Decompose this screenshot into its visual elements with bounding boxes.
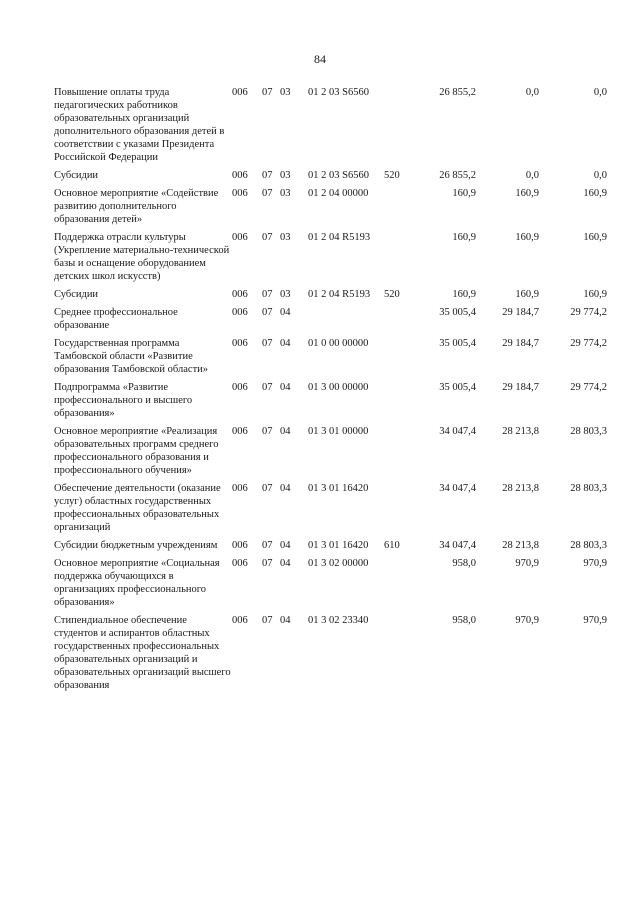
amount-year-2: 29 184,7 <box>502 382 539 393</box>
table-row <box>54 482 607 539</box>
amount-year-2: 970,9 <box>515 615 539 626</box>
department-code: 006 <box>232 382 248 393</box>
department-code: 006 <box>232 87 248 98</box>
amount-year-2: 28 213,8 <box>502 426 539 437</box>
amount-year-3: 0,0 <box>593 170 607 181</box>
department-code: 006 <box>232 188 248 199</box>
expense-type-code <box>384 187 406 231</box>
amount-year-2: 970,9 <box>515 558 539 569</box>
row-name: Субсидии <box>54 289 99 300</box>
section-code: 07 <box>262 558 273 569</box>
department-code: 006 <box>232 558 248 569</box>
department-code: 006 <box>232 289 248 300</box>
amount-year-2: 160,9 <box>515 232 539 243</box>
amount-year-2: 160,9 <box>515 289 539 300</box>
amount-year-3: 29 774,2 <box>570 338 607 349</box>
amount-year-1: 35 005,4 <box>439 338 476 349</box>
subsection-code: 03 <box>280 232 291 243</box>
expense-type-code <box>384 614 406 697</box>
page-number: 84 <box>314 52 326 66</box>
department-code: 006 <box>232 307 248 318</box>
amount-year-1: 35 005,4 <box>439 382 476 393</box>
row-name: Субсидии бюджетным учреждениям <box>54 540 218 551</box>
row-name: Обеспечение деятельности (оказание услуг) областных государственных профессиональных образовательных организаций <box>54 483 221 533</box>
amount-year-3: 160,9 <box>583 289 607 300</box>
table-row <box>54 337 607 381</box>
section-code: 07 <box>262 338 273 349</box>
table-row <box>54 86 607 169</box>
target-article-code <box>308 306 384 337</box>
row-name: Поддержка отрасли культуры (Укрепление материально-технической базы и оснащение оборудованием детских школ искусств) <box>54 232 230 282</box>
amount-year-3: 28 803,3 <box>570 426 607 437</box>
target-article-code: 01 3 02 00000 <box>308 558 369 569</box>
expense-type-code <box>384 231 406 288</box>
department-code: 006 <box>232 232 248 243</box>
amount-year-2: 29 184,7 <box>502 307 539 318</box>
table-row <box>54 187 607 231</box>
subsection-code: 04 <box>280 540 291 551</box>
section-code: 07 <box>262 188 273 199</box>
section-code: 07 <box>262 540 273 551</box>
subsection-code: 04 <box>280 426 291 437</box>
expense-type-code <box>384 306 406 337</box>
subsection-code: 04 <box>280 615 291 626</box>
row-name: Стипендиальное обеспечение студентов и аспирантов областных государственных профессиональных образовательных организаций и образовательных организаций высшего образования <box>54 615 231 691</box>
amount-year-1: 958,0 <box>452 615 476 626</box>
row-name: Государственная программа Тамбовской области «Развитие образования Тамбовской области» <box>54 338 209 375</box>
row-name: Основное мероприятие «Социальная поддержка обучающихся в организациях профессионального образования» <box>54 558 220 608</box>
amount-year-2: 0,0 <box>525 87 539 98</box>
amount-year-3: 970,9 <box>583 615 607 626</box>
table-row <box>54 381 607 425</box>
department-code: 006 <box>232 426 248 437</box>
amount-year-1: 160,9 <box>452 188 476 199</box>
amount-year-3: 0,0 <box>593 87 607 98</box>
amount-year-1: 34 047,4 <box>439 540 476 551</box>
subsection-code: 03 <box>280 87 291 98</box>
expense-type-code: 520 <box>384 289 400 300</box>
expense-type-code: 610 <box>384 540 400 551</box>
amount-year-1: 34 047,4 <box>439 483 476 494</box>
amount-year-1: 26 855,2 <box>439 170 476 181</box>
row-name: Среднее профессиональное образование <box>54 307 178 331</box>
section-code: 07 <box>262 170 273 181</box>
amount-year-3: 29 774,2 <box>570 307 607 318</box>
row-name: Основное мероприятие «Содействие развитию дополнительного образования детей» <box>54 188 219 225</box>
row-name: Основное мероприятие «Реализация образовательных программ среднего профессионального образования и профессионального обучения» <box>54 426 219 476</box>
amount-year-3: 28 803,3 <box>570 540 607 551</box>
table-row <box>54 557 607 614</box>
target-article-code: 01 3 02 23340 <box>308 615 369 626</box>
target-article-code: 01 2 04 R5193 <box>308 232 371 243</box>
table-row <box>54 614 607 697</box>
amount-year-1: 958,0 <box>452 558 476 569</box>
section-code: 07 <box>262 382 273 393</box>
amount-year-1: 26 855,2 <box>439 87 476 98</box>
subsection-code: 04 <box>280 483 291 494</box>
row-name: Подпрограмма «Развитие профессионального и высшего образования» <box>54 382 193 419</box>
section-code: 07 <box>262 426 273 437</box>
subsection-code: 04 <box>280 338 291 349</box>
amount-year-1: 160,9 <box>452 232 476 243</box>
section-code: 07 <box>262 483 273 494</box>
target-article-code: 01 2 03 S6560 <box>308 87 369 98</box>
subsection-code: 03 <box>280 188 291 199</box>
amount-year-1: 35 005,4 <box>439 307 476 318</box>
target-article-code: 01 2 04 00000 <box>308 188 369 199</box>
amount-year-2: 28 213,8 <box>502 540 539 551</box>
table-row <box>54 169 607 187</box>
section-code: 07 <box>262 289 273 300</box>
table-row <box>54 231 607 288</box>
department-code: 006 <box>232 170 248 181</box>
target-article-code: 01 3 01 00000 <box>308 426 369 437</box>
table-row <box>54 539 607 557</box>
section-code: 07 <box>262 87 273 98</box>
expense-type-code <box>384 337 406 381</box>
table-row <box>54 425 607 482</box>
expense-type-code <box>384 381 406 425</box>
target-article-code: 01 2 03 S6560 <box>308 170 369 181</box>
section-code: 07 <box>262 615 273 626</box>
table-row <box>54 306 607 337</box>
subsection-code: 04 <box>280 558 291 569</box>
amount-year-2: 0,0 <box>525 170 539 181</box>
department-code: 006 <box>232 540 248 551</box>
section-code: 07 <box>262 307 273 318</box>
amount-year-2: 28 213,8 <box>502 483 539 494</box>
amount-year-3: 160,9 <box>583 232 607 243</box>
expense-type-code <box>384 482 406 539</box>
section-code: 07 <box>262 232 273 243</box>
amount-year-3: 29 774,2 <box>570 382 607 393</box>
department-code: 006 <box>232 615 248 626</box>
row-name: Субсидии <box>54 170 99 181</box>
subsection-code: 04 <box>280 382 291 393</box>
expense-type-code: 520 <box>384 170 400 181</box>
department-code: 006 <box>232 338 248 349</box>
target-article-code: 01 2 04 R5193 <box>308 289 371 300</box>
expense-type-code <box>384 557 406 614</box>
target-article-code: 01 3 01 16420 <box>308 540 369 551</box>
amount-year-2: 29 184,7 <box>502 338 539 349</box>
target-article-code: 01 3 00 00000 <box>308 382 369 393</box>
subsection-code: 03 <box>280 289 291 300</box>
expense-type-code <box>384 425 406 482</box>
budget-table <box>54 86 607 697</box>
department-code: 006 <box>232 483 248 494</box>
amount-year-3: 160,9 <box>583 188 607 199</box>
expense-type-code <box>384 86 406 169</box>
amount-year-3: 28 803,3 <box>570 483 607 494</box>
subsection-code: 03 <box>280 170 291 181</box>
amount-year-2: 160,9 <box>515 188 539 199</box>
target-article-code: 01 3 01 16420 <box>308 483 369 494</box>
amount-year-1: 34 047,4 <box>439 426 476 437</box>
subsection-code: 04 <box>280 307 291 318</box>
target-article-code: 01 0 00 00000 <box>308 338 369 349</box>
table-row <box>54 288 607 306</box>
row-name: Повышение оплаты труда педагогических работников образовательных организаций дополнительного образования детей в соответствии с указами Президента Российской Федерации <box>54 87 225 163</box>
amount-year-3: 970,9 <box>583 558 607 569</box>
amount-year-1: 160,9 <box>452 289 476 300</box>
